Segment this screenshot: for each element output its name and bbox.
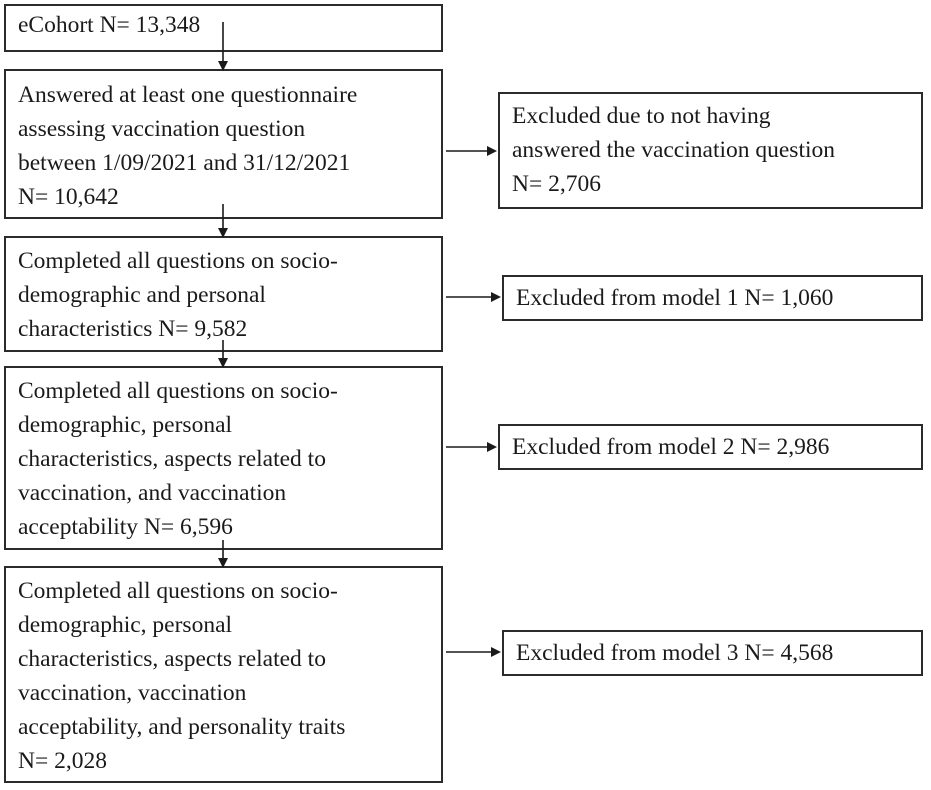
box-excluded-answer-line-2: answered the vaccination question bbox=[512, 137, 836, 163]
box-sociodemographic-line-2: demographic and personal bbox=[18, 282, 266, 308]
box-completed-personality-traits bbox=[4, 566, 443, 783]
arrowhead-to-excluded-answer bbox=[487, 146, 497, 156]
box-vaccination-line-1: Completed all questions on socio- bbox=[18, 378, 338, 404]
arrowhead-to-excluded-model-1 bbox=[491, 292, 501, 302]
box-excluded-model-3-line: Excluded from model 3 N= 4,568 bbox=[516, 640, 834, 666]
box-completed-vaccination-acceptability bbox=[4, 366, 443, 550]
box-excluded-no-vaccination-answer bbox=[498, 92, 923, 209]
box-personality-line-5: acceptability, and personality traits bbox=[18, 714, 346, 740]
box-personality-line-6: N= 2,028 bbox=[18, 748, 107, 774]
box-ecohort bbox=[4, 4, 443, 52]
arrowhead-to-excluded-model-2 bbox=[487, 442, 497, 452]
box-vaccination-line-4: vaccination, and vaccination bbox=[18, 480, 287, 506]
box-sociodemographic-line-3: characteristics N= 9,582 bbox=[18, 316, 248, 342]
box-vaccination-line-2: demographic, personal bbox=[18, 412, 233, 438]
box-excluded-answer-line-3: N= 2,706 bbox=[512, 171, 601, 197]
box-excluded-model-2 bbox=[498, 424, 923, 470]
arrowhead-to-excluded-model-3 bbox=[491, 647, 501, 657]
box-answered-line-1: Answered at least one questionnaire bbox=[18, 82, 358, 108]
box-excluded-model-1 bbox=[502, 275, 923, 321]
box-excluded-model-2-line: Excluded from model 2 N= 2,986 bbox=[512, 434, 830, 460]
box-ecohort-line-1: eCohort N= 13,348 bbox=[18, 12, 201, 38]
box-vaccination-line-3: characteristics, aspects related to bbox=[18, 446, 326, 472]
box-answered-line-2: assessing vaccination question bbox=[18, 116, 306, 142]
box-personality-line-3: characteristics, aspects related to bbox=[18, 646, 326, 672]
box-completed-sociodemographic bbox=[4, 236, 443, 352]
box-answered-line-3: between 1/09/2021 and 31/12/2021 bbox=[18, 150, 351, 176]
box-excluded-model-3 bbox=[502, 630, 923, 676]
box-personality-line-2: demographic, personal bbox=[18, 612, 233, 638]
box-personality-line-1: Completed all questions on socio- bbox=[18, 578, 338, 604]
box-excluded-model-1-line: Excluded from model 1 N= 1,060 bbox=[516, 285, 834, 311]
box-excluded-answer-line-1: Excluded due to not having bbox=[512, 103, 771, 129]
box-answered-questionnaire bbox=[4, 69, 443, 219]
box-personality-line-4: vaccination, vaccination bbox=[18, 680, 247, 706]
box-sociodemographic-line-1: Completed all questions on socio- bbox=[18, 248, 338, 274]
box-vaccination-line-5: acceptability N= 6,596 bbox=[18, 514, 233, 540]
box-answered-line-4: N= 10,642 bbox=[18, 184, 119, 210]
